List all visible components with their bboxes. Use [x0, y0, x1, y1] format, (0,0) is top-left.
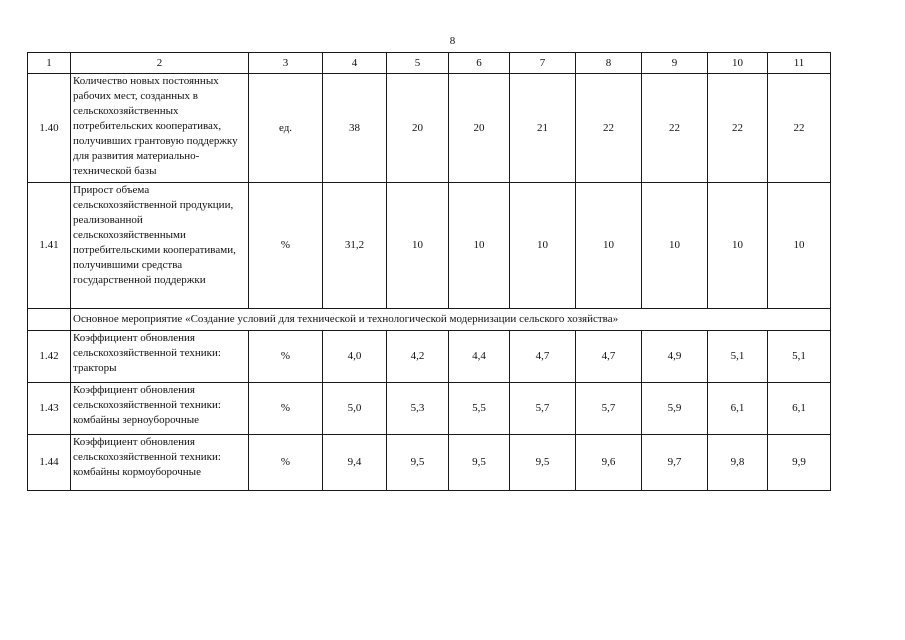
value-cell: 4,4 [449, 331, 510, 383]
unit-cell: % [249, 331, 323, 383]
table-header-row [28, 53, 831, 74]
header-cell: 8 [576, 53, 642, 74]
row-number: 1.44 [28, 435, 71, 491]
value-cell: 4,7 [576, 331, 642, 383]
value-cell: 10 [387, 183, 449, 309]
value-cell: 9,8 [708, 435, 768, 491]
value-cell: 22 [708, 74, 768, 183]
section-title: Основное мероприятие «Создание условий для технической и технологической модернизации сельского хозяйства» [71, 309, 831, 331]
header-cell: 6 [449, 53, 510, 74]
header-cell: 10 [708, 53, 768, 74]
indicator-name: Количество новых постоянных рабочих мест, созданных в сельскохозяйственных потребительских кооперативах, получивших грантовую поддержку для развития материально-технической базы [71, 74, 249, 183]
value-cell: 22 [576, 74, 642, 183]
value-cell: 4,0 [323, 331, 387, 383]
value-cell: 4,2 [387, 331, 449, 383]
value-cell: 5,7 [510, 383, 576, 435]
value-cell: 4,7 [510, 331, 576, 383]
value-cell: 5,7 [576, 383, 642, 435]
value-cell: 22 [768, 74, 831, 183]
header-cell: 7 [510, 53, 576, 74]
value-cell: 10 [449, 183, 510, 309]
unit-cell: ед. [249, 74, 323, 183]
unit-cell: % [249, 183, 323, 309]
value-cell: 6,1 [708, 383, 768, 435]
table-row [28, 74, 831, 183]
value-cell: 9,7 [642, 435, 708, 491]
table-row [28, 435, 831, 491]
header-cell: 2 [71, 53, 249, 74]
value-cell: 9,5 [510, 435, 576, 491]
header-cell: 1 [28, 53, 71, 74]
header-cell: 4 [323, 53, 387, 74]
indicator-name: Прирост объема сельскохозяйственной продукции, реализованной сельскохозяйственными потребительскими кооперативами, получившими средства государственной поддержки [71, 183, 249, 309]
value-cell: 20 [449, 74, 510, 183]
value-cell: 6,1 [768, 383, 831, 435]
header-cell: 5 [387, 53, 449, 74]
value-cell: 21 [510, 74, 576, 183]
value-cell: 4,9 [642, 331, 708, 383]
value-cell: 5,9 [642, 383, 708, 435]
value-cell: 9,4 [323, 435, 387, 491]
value-cell: 10 [768, 183, 831, 309]
value-cell: 10 [642, 183, 708, 309]
value-cell: 9,9 [768, 435, 831, 491]
header-cell: 11 [768, 53, 831, 74]
value-cell: 22 [642, 74, 708, 183]
value-cell: 5,1 [708, 331, 768, 383]
value-cell: 5,3 [387, 383, 449, 435]
page-number: 8 [449, 35, 456, 47]
value-cell: 9,6 [576, 435, 642, 491]
value-cell: 5,1 [768, 331, 831, 383]
value-cell: 10 [510, 183, 576, 309]
row-number: 1.43 [28, 383, 71, 435]
indicators-table [27, 52, 831, 491]
row-number-empty [28, 309, 71, 331]
table-row [28, 331, 831, 383]
value-cell: 9,5 [449, 435, 510, 491]
value-cell: 5,5 [449, 383, 510, 435]
row-number: 1.41 [28, 183, 71, 309]
indicator-name: Коэффициент обновления сельскохозяйственной техники: комбайны кормоуборочные [71, 435, 249, 491]
header-cell: 9 [642, 53, 708, 74]
unit-cell: % [249, 435, 323, 491]
header-cell: 3 [249, 53, 323, 74]
value-cell: 10 [576, 183, 642, 309]
row-number: 1.42 [28, 331, 71, 383]
indicator-name: Коэффициент обновления сельскохозяйственной техники: тракторы [71, 331, 249, 383]
table-row [28, 183, 831, 309]
section-row [28, 309, 831, 331]
value-cell: 9,5 [387, 435, 449, 491]
value-cell: 5,0 [323, 383, 387, 435]
unit-cell: % [249, 383, 323, 435]
row-number: 1.40 [28, 74, 71, 183]
indicator-name: Коэффициент обновления сельскохозяйственной техники: комбайны зерноуборочные [71, 383, 249, 435]
value-cell: 10 [708, 183, 768, 309]
value-cell: 38 [323, 74, 387, 183]
table-row [28, 383, 831, 435]
value-cell: 31,2 [323, 183, 387, 309]
value-cell: 20 [387, 74, 449, 183]
